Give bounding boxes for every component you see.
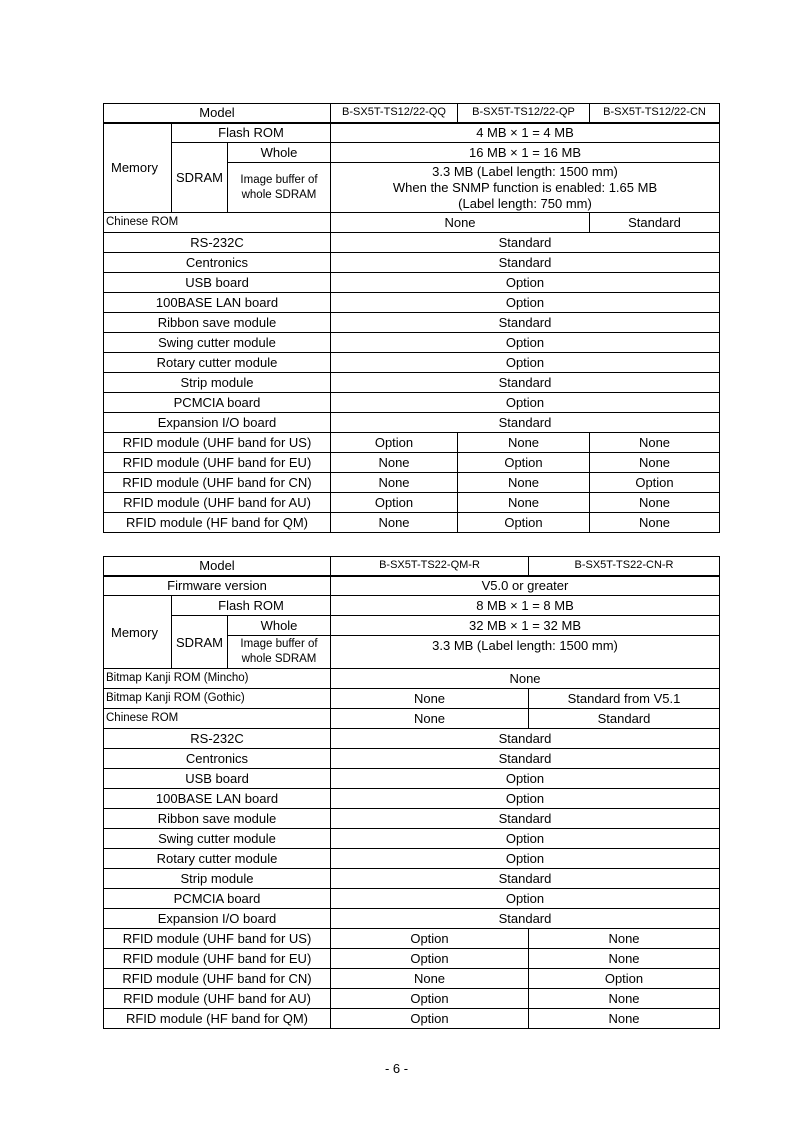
row-value: Option <box>529 969 720 989</box>
table-row <box>104 749 720 769</box>
row-label: RS-232C <box>104 233 331 253</box>
table-row <box>104 373 720 393</box>
page-number: - 6 - <box>384 1061 409 1076</box>
row-label: 100BASE LAN board <box>104 293 331 313</box>
row-value: Option <box>331 789 720 809</box>
row-value: Option <box>331 333 720 353</box>
row-value: None <box>458 433 590 453</box>
row-value: Option <box>331 889 720 909</box>
row-label: RFID module (UHF band for EU) <box>104 453 331 473</box>
row-value: Option <box>458 453 590 473</box>
image-buffer-value: 3.3 MB (Label length: 1500 mm) <box>331 636 720 669</box>
chinese-rom-value: None <box>331 709 529 729</box>
table-row <box>104 769 720 789</box>
whole-label: Whole <box>228 143 331 163</box>
row-value: None <box>331 513 458 533</box>
row-value: Option <box>458 513 590 533</box>
row-label: RFID module (UHF band for US) <box>104 929 331 949</box>
model-name: B-SX5T-TS12/22-QP <box>458 104 590 123</box>
row-value: Option <box>331 989 529 1009</box>
table-row <box>104 929 720 949</box>
row-value: Option <box>331 949 529 969</box>
row-label: RFID module (UHF band for US) <box>104 433 331 453</box>
flash-rom-value: 4 MB × 1 = 4 MB <box>331 123 720 143</box>
row-value: Option <box>331 849 720 869</box>
image-buffer-line: When the SNMP function is enabled: 1.65 MB <box>392 179 658 195</box>
bitmap-gothic-value: None <box>331 689 529 709</box>
model-header: Model <box>104 557 331 576</box>
table-row <box>104 143 720 163</box>
row-value: Standard <box>331 313 720 333</box>
flash-rom-label: Flash ROM <box>172 596 331 616</box>
memory-label: Memory <box>104 596 172 669</box>
row-label: Rotary cutter module <box>104 353 331 373</box>
table-row <box>104 989 720 1009</box>
table-row <box>104 869 720 889</box>
table-row <box>104 433 720 453</box>
table-row <box>104 849 720 869</box>
row-label: RFID module (UHF band for AU) <box>104 493 331 513</box>
table-row <box>104 829 720 849</box>
whole-value: 32 MB × 1 = 32 MB <box>331 616 720 636</box>
row-value: Standard <box>331 233 720 253</box>
sdram-label: SDRAM <box>172 616 228 669</box>
chinese-rom-value: None <box>331 213 590 233</box>
flash-rom-label: Flash ROM <box>172 123 331 143</box>
table-row <box>104 233 720 253</box>
table-row <box>104 473 720 493</box>
table-row <box>104 616 720 636</box>
model-name: B-SX5T-TS12/22-QQ <box>331 104 458 123</box>
table-row <box>104 253 720 273</box>
row-value: Option <box>331 769 720 789</box>
row-label: USB board <box>104 273 331 293</box>
row-value: None <box>529 989 720 1009</box>
row-value: Standard <box>331 253 720 273</box>
row-value: Option <box>331 293 720 313</box>
row-label: Rotary cutter module <box>104 849 331 869</box>
row-value: None <box>331 453 458 473</box>
table-row <box>104 576 720 596</box>
row-value: None <box>458 473 590 493</box>
firmware-value: V5.0 or greater <box>331 576 720 596</box>
whole-label: Whole <box>228 616 331 636</box>
table-row <box>104 453 720 473</box>
row-label: RFID module (HF band for QM) <box>104 1009 331 1029</box>
bitmap-gothic-value: Standard from V5.1 <box>529 689 720 709</box>
row-value: Option <box>331 929 529 949</box>
row-label: Strip module <box>104 373 331 393</box>
row-value: Standard <box>331 749 720 769</box>
table-row <box>104 969 720 989</box>
row-label: Centronics <box>104 253 331 273</box>
row-label: Ribbon save module <box>104 313 331 333</box>
whole-value: 16 MB × 1 = 16 MB <box>331 143 720 163</box>
row-value: Standard <box>331 869 720 889</box>
table-row <box>104 689 720 709</box>
table-row <box>104 493 720 513</box>
row-value: None <box>529 929 720 949</box>
row-label: PCMCIA board <box>104 393 331 413</box>
row-label: Strip module <box>104 869 331 889</box>
table-row <box>104 333 720 353</box>
row-value: Standard <box>331 909 720 929</box>
table-header-row <box>104 557 720 576</box>
table-row <box>104 596 720 616</box>
row-label: Expansion I/O board <box>104 909 331 929</box>
row-value: None <box>590 433 720 453</box>
image-buffer-line: 3.3 MB (Label length: 1500 mm) <box>432 163 618 179</box>
model-name: B-SX5T-TS22-QM-R <box>331 557 529 576</box>
table-row <box>104 729 720 749</box>
table-row <box>104 513 720 533</box>
table-row <box>104 353 720 373</box>
row-label: RFID module (HF band for QM) <box>104 513 331 533</box>
table-row <box>104 909 720 929</box>
table-header-row <box>104 104 720 123</box>
firmware-label: Firmware version <box>104 576 331 596</box>
row-label: RFID module (UHF band for CN) <box>104 969 331 989</box>
table-row <box>104 123 720 143</box>
row-label: USB board <box>104 769 331 789</box>
table-row <box>104 889 720 909</box>
table-row <box>104 709 720 729</box>
bitmap-mincho-label: Bitmap Kanji ROM (Mincho) <box>104 669 331 689</box>
table-row <box>104 789 720 809</box>
row-value: Standard <box>331 373 720 393</box>
row-value: Option <box>331 493 458 513</box>
row-value: None <box>529 949 720 969</box>
model-name: B-SX5T-TS12/22-CN <box>590 104 720 123</box>
row-value: Option <box>331 1009 529 1029</box>
spec-table-ts12 <box>103 103 720 533</box>
image-buffer-value <box>331 163 720 213</box>
chinese-rom-label: Chinese ROM <box>104 709 331 729</box>
row-label: RFID module (UHF band for EU) <box>104 949 331 969</box>
table-row <box>104 949 720 969</box>
row-value: Option <box>331 353 720 373</box>
bitmap-gothic-label: Bitmap Kanji ROM (Gothic) <box>104 689 331 709</box>
image-buffer-line: (Label length: 750 mm) <box>458 195 592 211</box>
row-value: Option <box>331 433 458 453</box>
flash-rom-value: 8 MB × 1 = 8 MB <box>331 596 720 616</box>
row-label: Expansion I/O board <box>104 413 331 433</box>
image-buffer-label: Image buffer of whole SDRAM <box>228 163 331 213</box>
table-row <box>104 393 720 413</box>
row-value: Standard <box>331 809 720 829</box>
row-value: None <box>529 1009 720 1029</box>
row-value: Option <box>331 393 720 413</box>
table-row <box>104 413 720 433</box>
table-row <box>104 313 720 333</box>
chinese-rom-value: Standard <box>590 213 720 233</box>
spec-table-ts22 <box>103 556 720 1029</box>
row-value: None <box>458 493 590 513</box>
row-label: 100BASE LAN board <box>104 789 331 809</box>
row-value: Option <box>590 473 720 493</box>
row-label: Centronics <box>104 749 331 769</box>
bitmap-mincho-value: None <box>331 669 720 689</box>
chinese-rom-value: Standard <box>529 709 720 729</box>
row-value: Standard <box>331 729 720 749</box>
row-value: None <box>590 513 720 533</box>
row-value: None <box>331 473 458 493</box>
row-value: None <box>590 493 720 513</box>
table-row <box>104 273 720 293</box>
sdram-label: SDRAM <box>172 143 228 213</box>
table-row <box>104 809 720 829</box>
model-header: Model <box>104 104 331 123</box>
row-value: Option <box>331 273 720 293</box>
row-label: PCMCIA board <box>104 889 331 909</box>
row-label: Swing cutter module <box>104 333 331 353</box>
row-value: Option <box>331 829 720 849</box>
row-label: RS-232C <box>104 729 331 749</box>
row-value: None <box>331 969 529 989</box>
row-value: None <box>590 453 720 473</box>
row-label: RFID module (UHF band for CN) <box>104 473 331 493</box>
row-label: Ribbon save module <box>104 809 331 829</box>
row-label: Swing cutter module <box>104 829 331 849</box>
table-row <box>104 213 720 233</box>
chinese-rom-label: Chinese ROM <box>104 213 331 233</box>
table-row <box>104 669 720 689</box>
row-label: RFID module (UHF band for AU) <box>104 989 331 1009</box>
memory-label: Memory <box>104 123 172 213</box>
table-row <box>104 293 720 313</box>
table-row <box>104 1009 720 1029</box>
model-name: B-SX5T-TS22-CN-R <box>529 557 720 576</box>
image-buffer-label: Image buffer of whole SDRAM <box>228 636 331 669</box>
row-value: Standard <box>331 413 720 433</box>
